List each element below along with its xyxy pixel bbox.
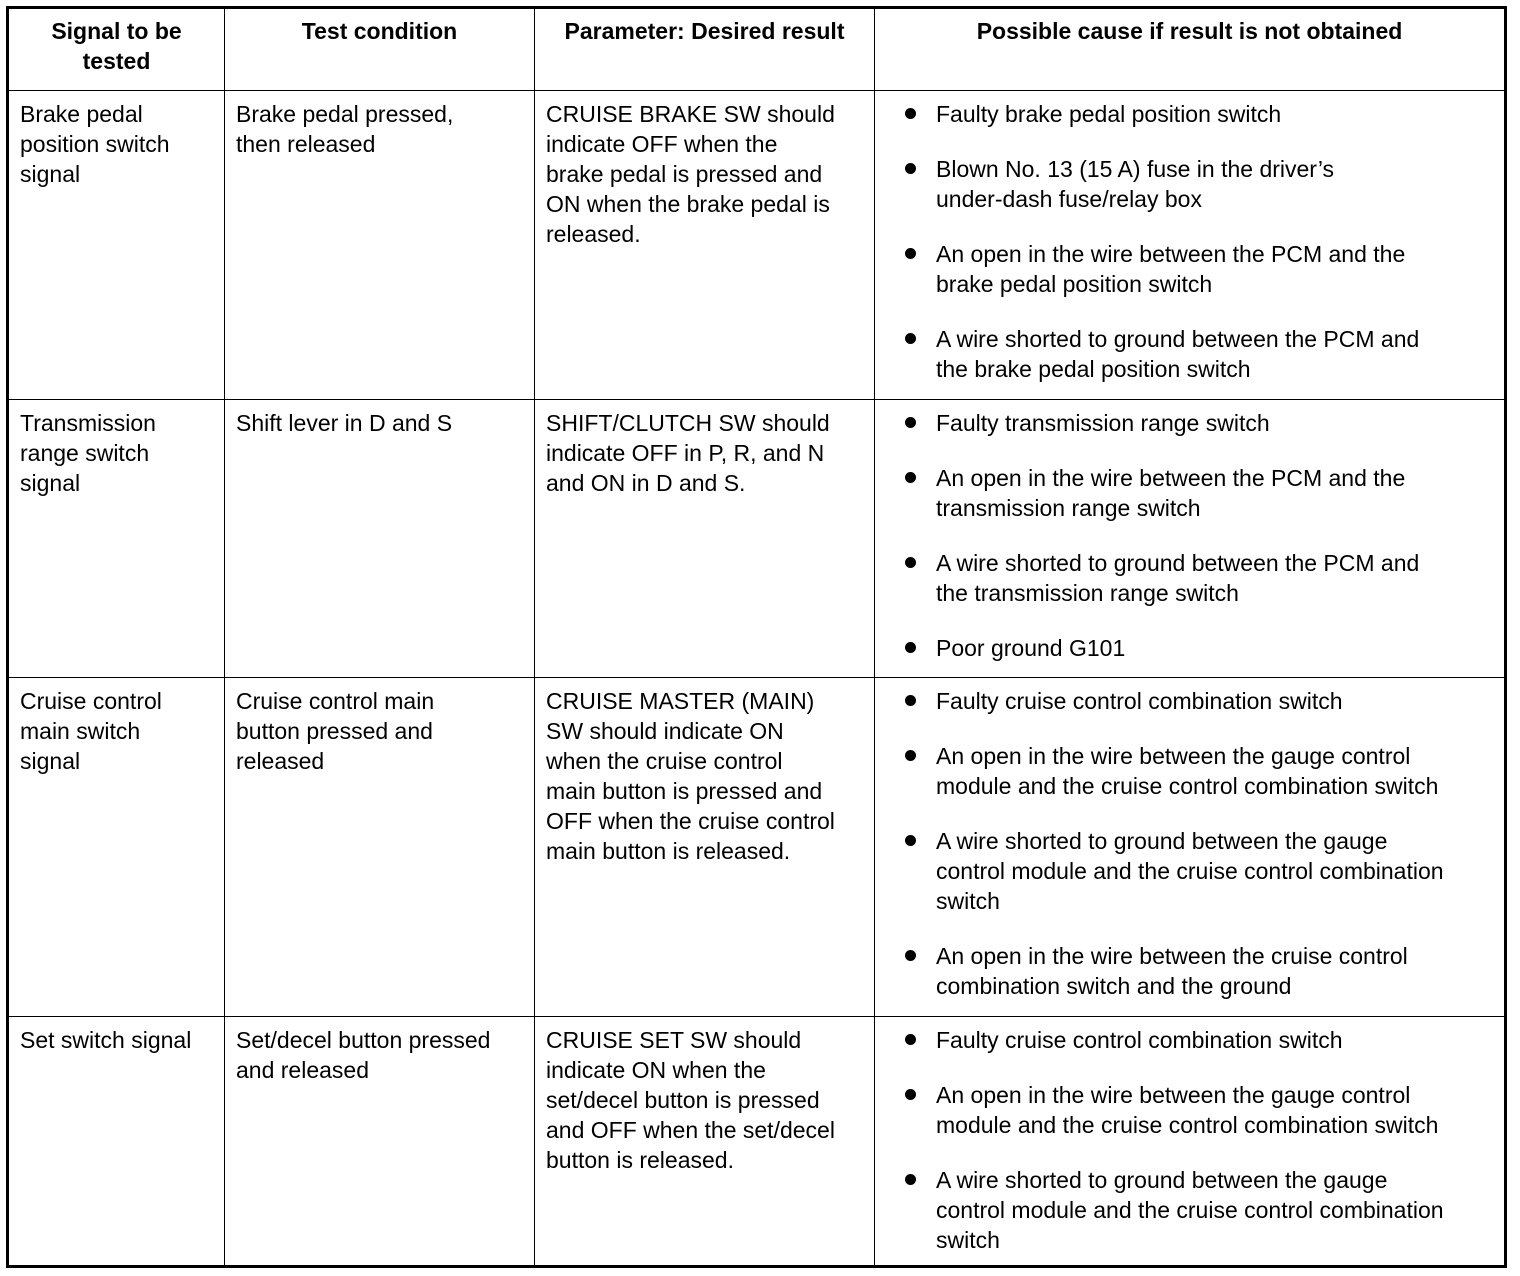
condition-cell: Cruise control main button pressed and released	[224, 678, 534, 1016]
cause-text: Faulty cruise control combination switch	[936, 688, 1343, 714]
header-parameter: Parameter: Desired result	[534, 9, 874, 90]
bullet-icon	[905, 1089, 916, 1100]
cause-cell	[874, 91, 1504, 399]
cause-text: Faulty transmission range switch	[936, 410, 1270, 436]
condition-cell: Shift lever in D and S	[224, 400, 534, 677]
bullet-icon	[905, 750, 916, 761]
cause-cell	[874, 1017, 1504, 1265]
list-item	[875, 324, 1492, 384]
cause-text: A wire shorted to ground between the PCM and the brake pedal position switch	[936, 326, 1420, 382]
cause-text: Faulty brake pedal position switch	[936, 101, 1282, 127]
bullet-icon	[905, 695, 916, 706]
bullet-icon	[905, 642, 916, 653]
bullet-icon	[905, 1034, 916, 1045]
cause-text: An open in the wire between the PCM and the transmission range switch	[936, 465, 1406, 521]
list-item	[875, 826, 1492, 916]
signal-cell: Set switch signal	[20, 1027, 192, 1053]
condition-cell: Set/decel button pressed and released	[224, 1017, 534, 1265]
cause-list	[875, 678, 1504, 1001]
bullet-icon	[905, 835, 916, 846]
header-signal: Signal to be tested	[51, 18, 182, 74]
signal-cell: Cruise control main switch signal	[20, 688, 162, 774]
bullet-icon	[905, 108, 916, 119]
list-item	[875, 239, 1492, 299]
table-row	[9, 90, 1504, 399]
cause-list	[875, 400, 1504, 663]
cause-text: An open in the wire between the gauge control module and the cruise control combination switch	[936, 1082, 1439, 1138]
table-row	[9, 1016, 1504, 1265]
parameter-cell: CRUISE SET SW should indicate ON when the set/decel button is pressed and OFF when the set/decel button is released.	[534, 1017, 874, 1265]
bullet-icon	[905, 1174, 916, 1185]
parameter-cell: CRUISE BRAKE SW should indicate OFF when the brake pedal is pressed and ON when the brake pedal is released.	[534, 91, 874, 399]
signal-cell: Brake pedal position switch signal	[20, 101, 170, 187]
cause-text: An open in the wire between the cruise control combination switch and the ground	[936, 943, 1408, 999]
list-item	[875, 633, 1492, 663]
diagnostic-table	[6, 6, 1507, 1268]
list-item	[875, 154, 1492, 214]
cause-list	[875, 91, 1504, 384]
list-item	[875, 1080, 1492, 1140]
bullet-icon	[905, 557, 916, 568]
cause-text: A wire shorted to ground between the gauge control module and the cruise control combination switch	[936, 828, 1444, 914]
bullet-icon	[905, 950, 916, 961]
list-item	[875, 548, 1492, 608]
cause-text: Faulty cruise control combination switch	[936, 1027, 1343, 1053]
table-row	[9, 399, 1504, 677]
signal-cell: Transmission range switch signal	[20, 410, 156, 496]
list-item	[875, 1165, 1492, 1255]
list-item	[875, 408, 1492, 438]
list-item	[875, 941, 1492, 1001]
list-item	[875, 686, 1492, 716]
parameter-cell: CRUISE MASTER (MAIN) SW should indicate ON when the cruise control main button is pressed and OFF when the cruise control main button is released.	[534, 678, 874, 1016]
cause-text: A wire shorted to ground between the gauge control module and the cruise control combination switch	[936, 1167, 1444, 1253]
header-row	[9, 9, 1504, 90]
cause-text: An open in the wire between the PCM and the brake pedal position switch	[936, 241, 1406, 297]
bullet-icon	[905, 417, 916, 428]
header-condition: Test condition	[224, 9, 534, 90]
cause-cell	[874, 400, 1504, 677]
cause-text: Blown No. 13 (15 A) fuse in the driver’s under-dash fuse/relay box	[936, 156, 1335, 212]
table-row	[9, 677, 1504, 1016]
list-item	[875, 741, 1492, 801]
cause-text: A wire shorted to ground between the PCM and the transmission range switch	[936, 550, 1420, 606]
cause-cell	[874, 678, 1504, 1016]
cause-text: An open in the wire between the gauge control module and the cruise control combination switch	[936, 743, 1439, 799]
bullet-icon	[905, 163, 916, 174]
condition-cell: Brake pedal pressed, then released	[224, 91, 534, 399]
cause-text: Poor ground G101	[936, 635, 1126, 661]
bullet-icon	[905, 333, 916, 344]
list-item	[875, 1025, 1492, 1055]
list-item	[875, 463, 1492, 523]
parameter-cell: SHIFT/CLUTCH SW should indicate OFF in P, R, and N and ON in D and S.	[534, 400, 874, 677]
list-item	[875, 99, 1492, 129]
header-cause: Possible cause if result is not obtained	[874, 9, 1504, 90]
cause-list	[875, 1017, 1504, 1255]
bullet-icon	[905, 472, 916, 483]
bullet-icon	[905, 248, 916, 259]
